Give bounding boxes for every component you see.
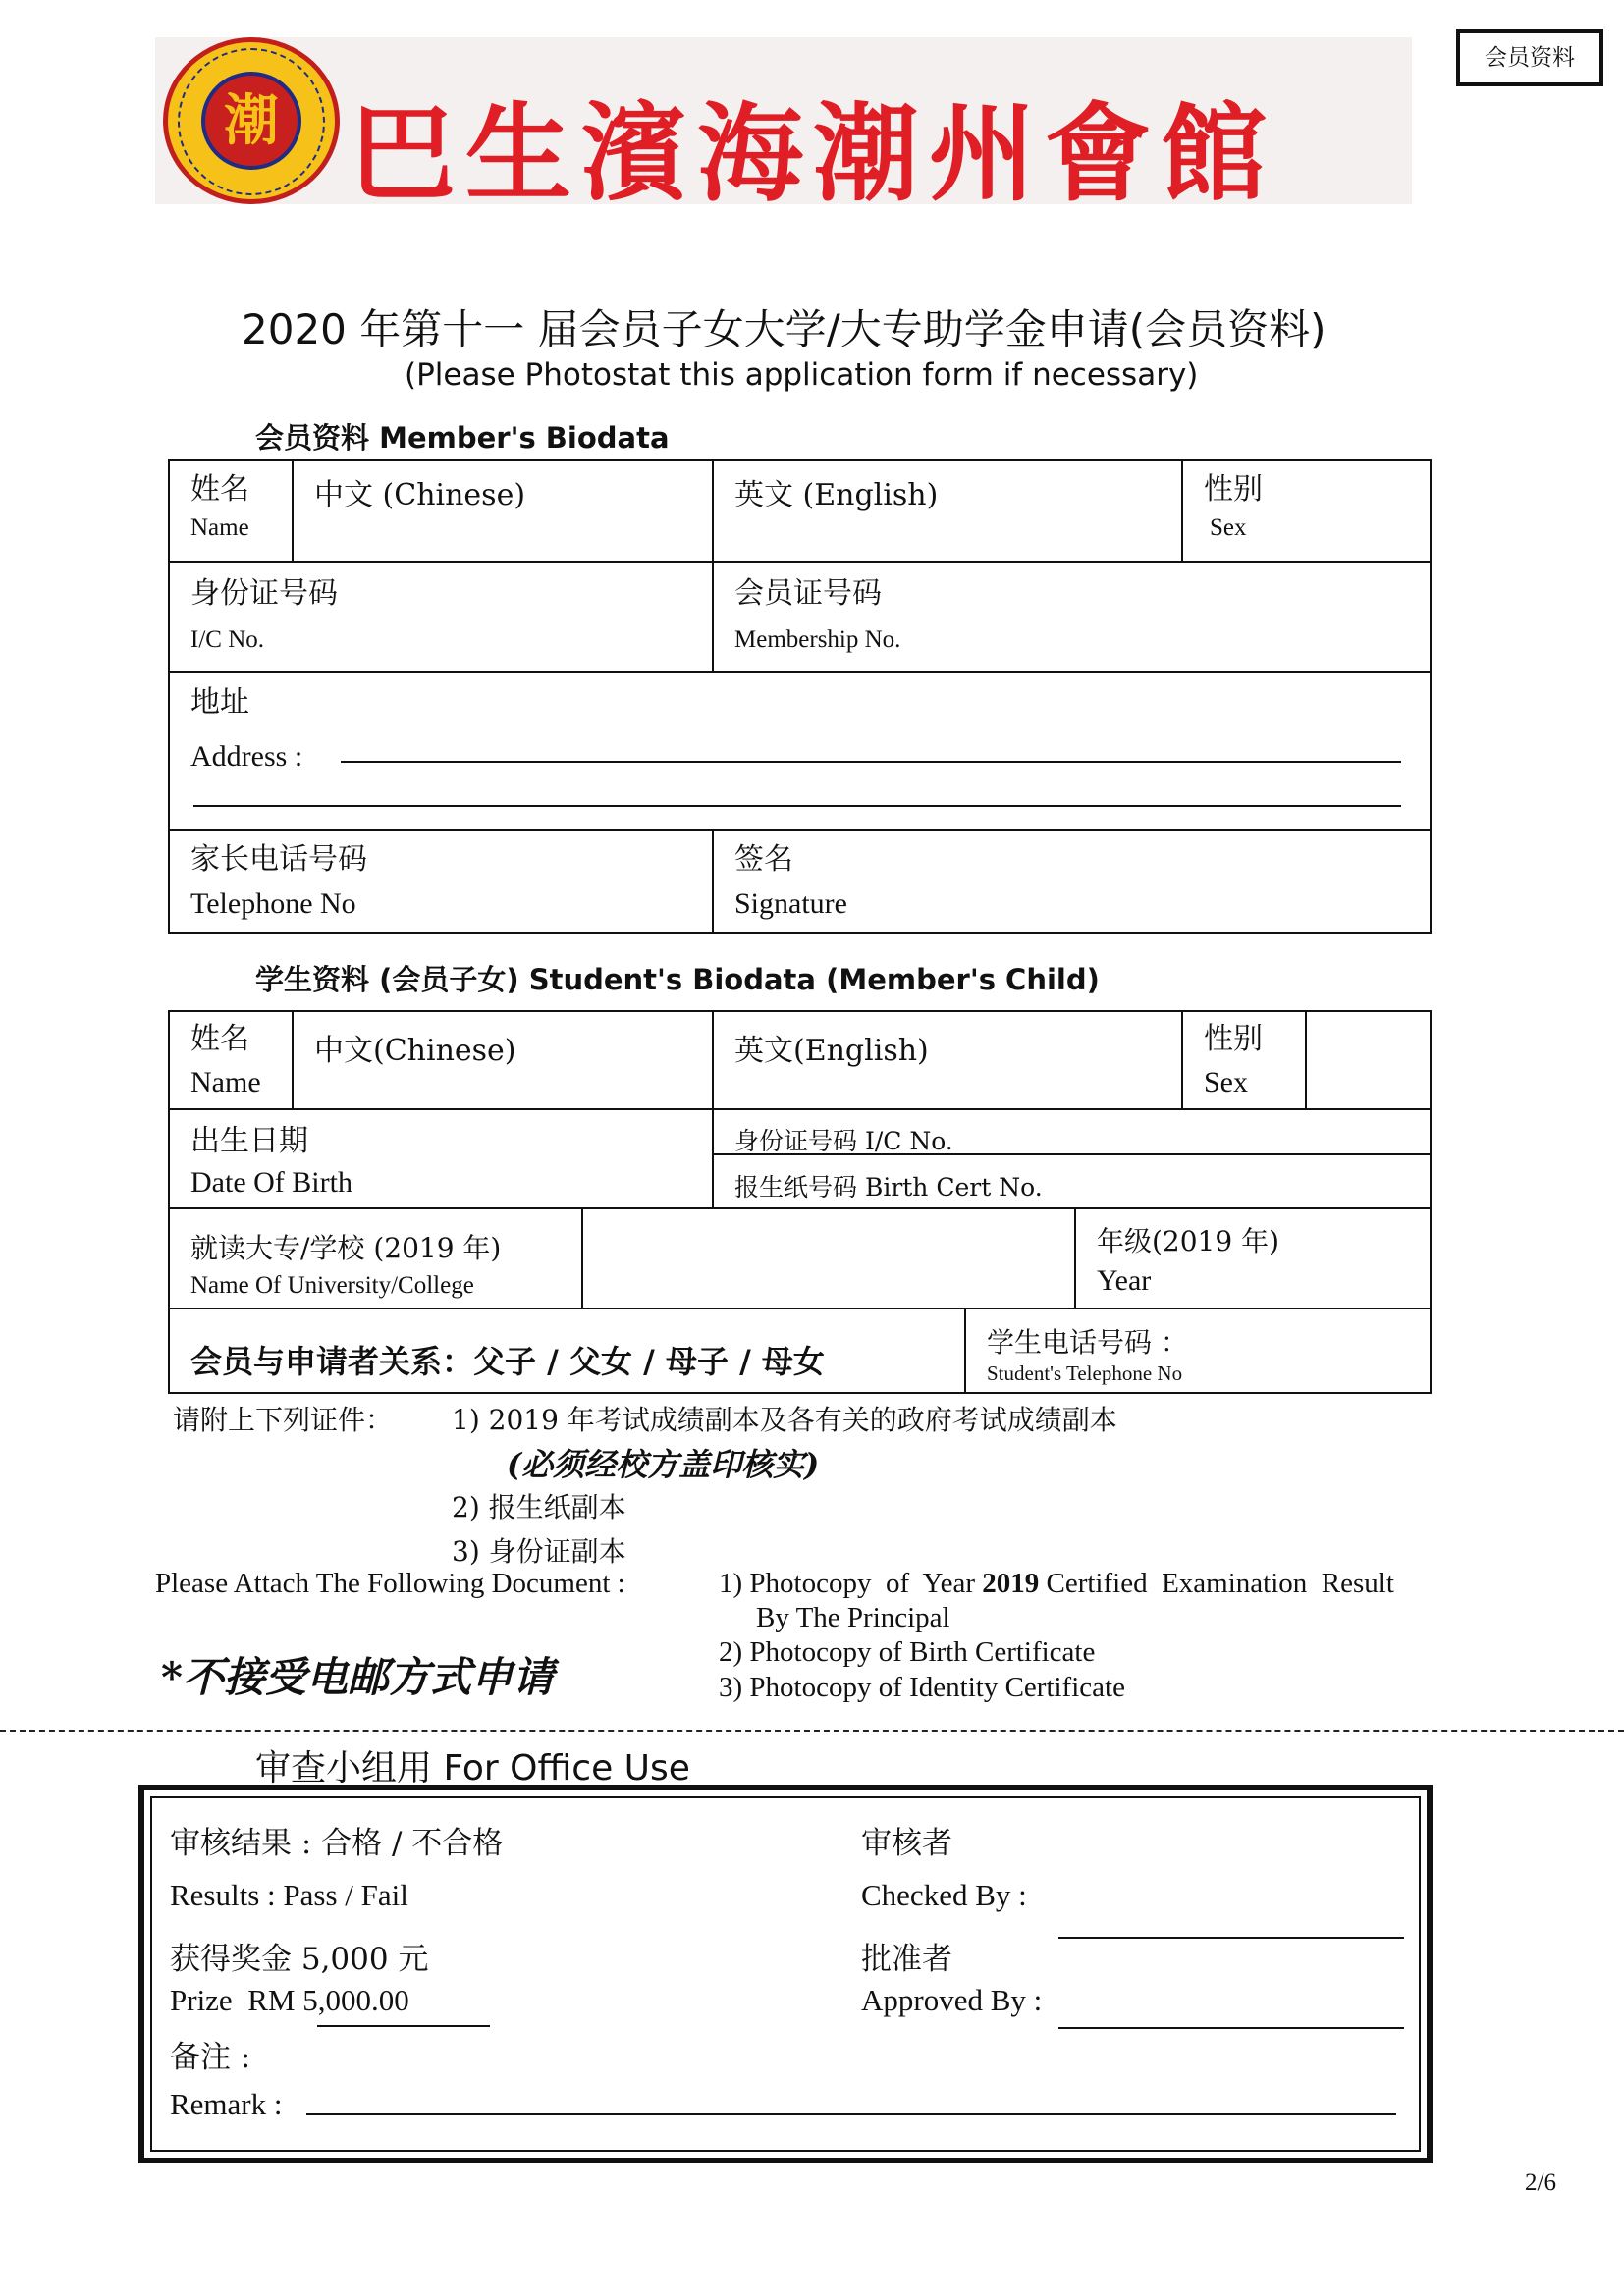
student-name-cn: 姓名 — [190, 1022, 249, 1056]
attach-en-1-year: 2019 — [982, 1568, 1040, 1599]
dob-en[interactable]: Date Of Birth — [190, 1166, 352, 1199]
page-number: 2/6 — [1525, 2169, 1556, 2196]
student-chinese-field[interactable]: 中文(Chinese) — [314, 1034, 516, 1068]
attach-label-en: Please Attach The Following Document : — [155, 1568, 625, 1599]
member-ic-en[interactable]: I/C No. — [190, 626, 264, 653]
student-sex-field[interactable] — [1308, 1012, 1430, 1106]
attach-en-2: 2) Photocopy of Birth Certificate — [719, 1636, 1096, 1668]
student-heading: 学生资料 (会员子女) Student's Biodata (Member's Child) — [255, 963, 1100, 996]
cut-line — [0, 1730, 1624, 1732]
address-line-1[interactable] — [341, 761, 1401, 763]
member-name-en: Name — [190, 514, 249, 541]
year-en[interactable]: Year — [1097, 1264, 1152, 1297]
association-logo — [163, 37, 340, 204]
student-phone-en[interactable]: Student's Telephone No — [987, 1362, 1183, 1385]
approver-line[interactable] — [1058, 2027, 1404, 2029]
attach-item-1-note: (必须经校方盖印核实) — [507, 1446, 820, 1483]
relationship-options[interactable]: 会员与申请者关系：父子 / 父女 / 母子 / 母女 — [190, 1343, 825, 1380]
office-heading: 审查小组用 For Office Use — [255, 1748, 690, 1789]
membership-no-cn: 会员证号码 — [734, 576, 882, 611]
no-email-notice: *不接受电邮方式申请 — [161, 1653, 554, 1701]
logo-emblem — [201, 72, 301, 170]
university-field[interactable] — [585, 1210, 1072, 1306]
member-sex-cn: 性别 — [1204, 472, 1263, 507]
results-en[interactable]: Results : Pass / Fail — [170, 1878, 408, 1912]
parent-phone-en[interactable]: Telephone No — [190, 887, 356, 920]
student-phone-cn: 学生电话号码 ： — [987, 1326, 1188, 1359]
university-cn: 就读大专/学校 (2019 年) — [190, 1232, 502, 1264]
address-cn: 地址 — [190, 685, 249, 720]
address-line-2[interactable] — [193, 805, 1401, 807]
prize-en-value[interactable]: 5,000.00 — [302, 1983, 409, 2017]
signature-cn: 签名 — [734, 842, 793, 877]
attach-item-2: 2) 报生纸副本 — [452, 1491, 626, 1523]
birth-cert-field[interactable]: 报生纸号码 Birth Cert No. — [734, 1173, 1043, 1201]
student-english-field[interactable]: 英文(English) — [734, 1034, 929, 1068]
attach-en-1-post: Certified Examination Result — [1039, 1568, 1394, 1599]
logo-char: 潮 — [224, 88, 279, 153]
attach-item-1: 1) 2019 年考试成绩副本及各有关的政府考试成绩副本 — [452, 1404, 1117, 1436]
attach-en-3: 3) Photocopy of Identity Certificate — [719, 1672, 1125, 1703]
member-ic-cn: 身份证号码 — [190, 576, 338, 611]
member-name-cn: 姓名 — [190, 472, 249, 507]
year-cn: 年级(2019 年) — [1097, 1225, 1280, 1257]
attach-en-1-cont: By The Principal — [756, 1602, 950, 1633]
signature-en[interactable]: Signature — [734, 887, 847, 920]
membership-no-en[interactable]: Membership No. — [734, 626, 901, 653]
member-sex-en[interactable]: Sex — [1210, 514, 1247, 541]
remark-cn: 备注 : — [170, 2040, 251, 2075]
checker-line[interactable] — [1058, 1937, 1404, 1939]
approver-en: Approved By : — [861, 1983, 1043, 2017]
student-sex-en: Sex — [1204, 1066, 1248, 1098]
form-tag: 会员资料 — [1456, 29, 1603, 86]
parent-phone-cn: 家长电话号码 — [190, 842, 367, 877]
checker-cn: 审核者 — [861, 1826, 952, 1861]
address-en: Address : — [190, 740, 303, 773]
attach-en-1-pre: 1) Photocopy of Year — [719, 1568, 983, 1599]
form-subtitle: (Please Photostat this application form if necessary) — [405, 357, 1199, 393]
checker-en: Checked By : — [861, 1878, 1027, 1912]
attach-item-3: 3) 身份证副本 — [452, 1535, 626, 1568]
member-chinese-field[interactable]: 中文 (Chinese) — [314, 478, 526, 512]
student-name-en: Name — [190, 1066, 261, 1098]
prize-underline — [317, 2025, 490, 2027]
form-title: 2020 年第十一 届会员子女大学/大专助学金申请(会员资料) — [242, 305, 1326, 353]
attach-en-1 — [719, 1568, 1394, 1600]
results-cn: 审核结果 : 合格 / 不合格 — [170, 1826, 504, 1861]
remark-line[interactable] — [306, 2113, 1396, 2115]
remark-en: Remark : — [170, 2087, 283, 2121]
prize-cn: 获得奖金 5,000 元 — [170, 1942, 429, 1977]
student-sex-cn: 性别 — [1204, 1022, 1263, 1056]
prize-en — [170, 1983, 409, 2018]
student-ic-field[interactable]: 身份证号码 I/C No. — [734, 1127, 953, 1155]
approver-cn: 批准者 — [861, 1942, 952, 1977]
org-name: 巴生濱海潮州會館 — [350, 92, 1277, 216]
prize-en-label: Prize RM — [170, 1983, 303, 2017]
dob-cn: 出生日期 — [190, 1124, 308, 1158]
member-heading: 会员资料 Member's Biodata — [255, 421, 670, 454]
attach-label-cn: 请附上下列证件： — [173, 1404, 394, 1436]
member-english-field[interactable]: 英文 (English) — [734, 478, 939, 512]
university-en: Name Of University/College — [190, 1272, 474, 1299]
